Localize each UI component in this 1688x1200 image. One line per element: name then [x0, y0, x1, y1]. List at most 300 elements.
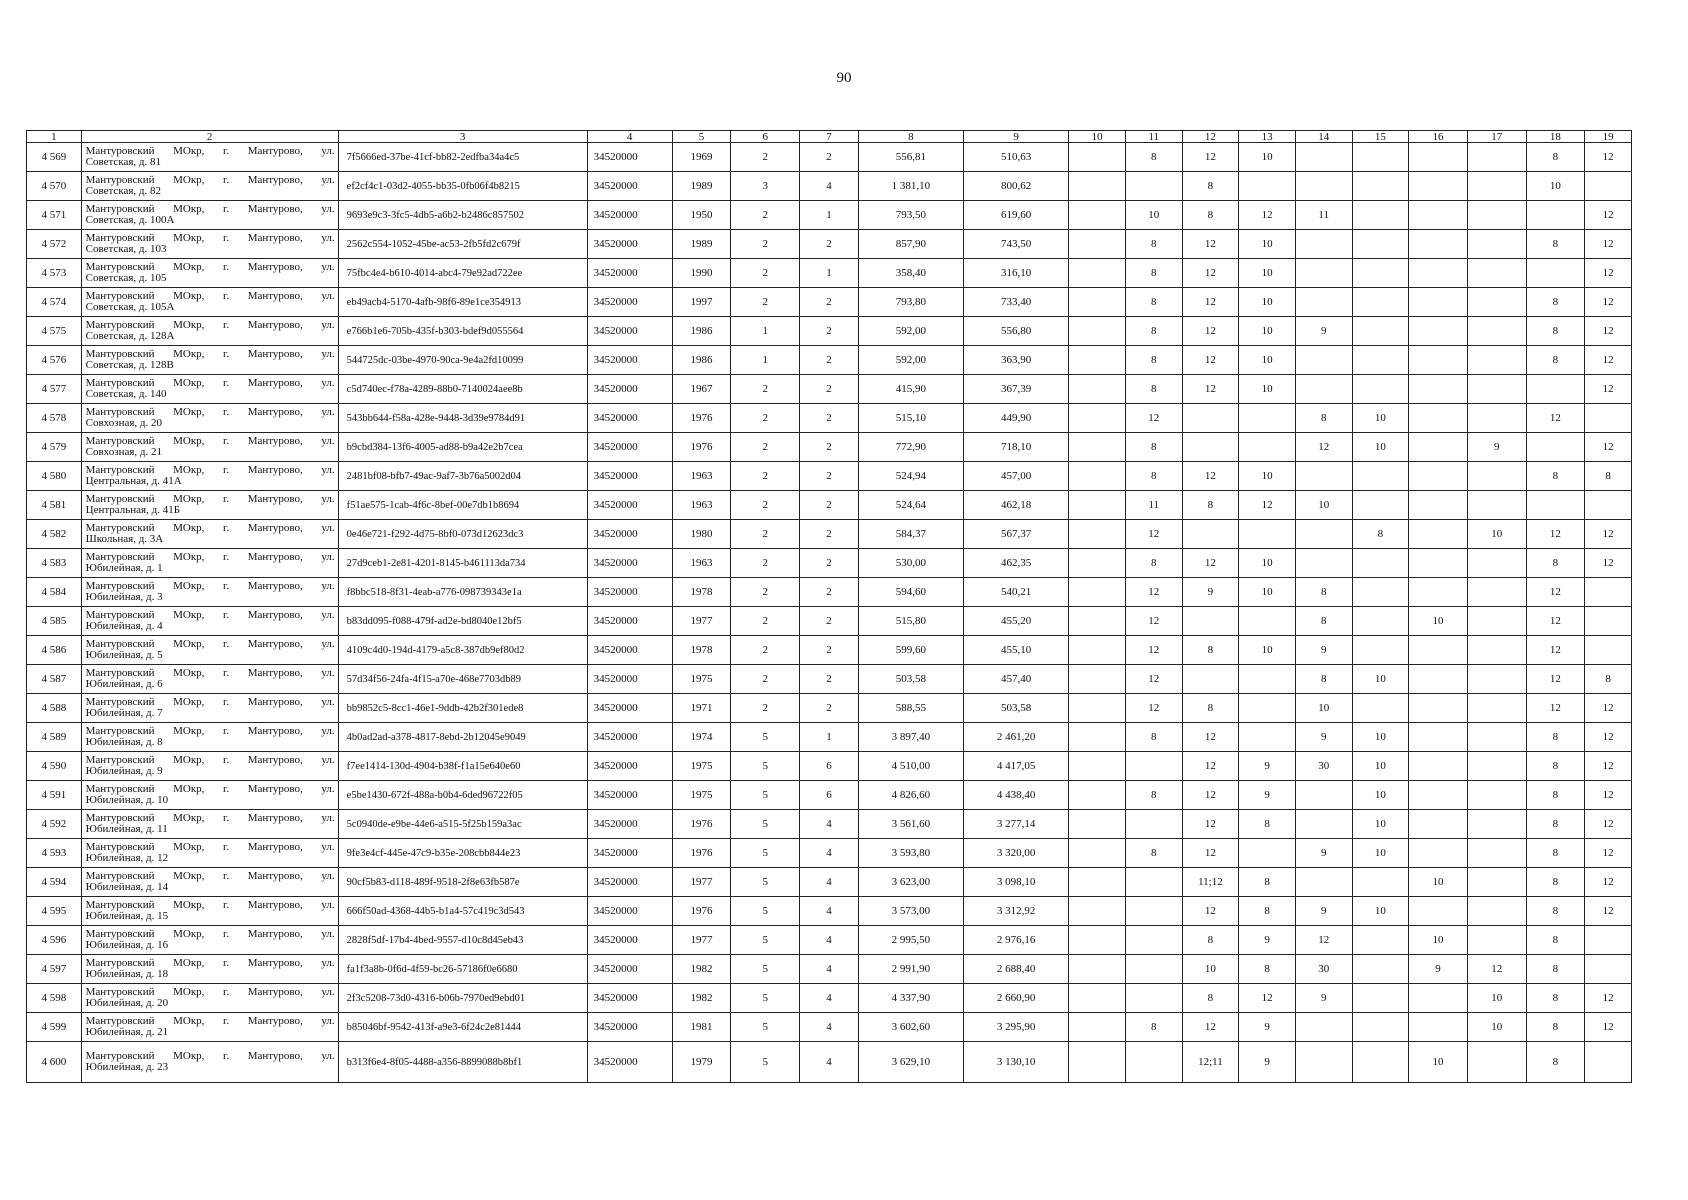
- value-cell-col-9: 619,60: [964, 201, 1069, 230]
- table-row: [27, 549, 1632, 578]
- value-cell-col-12: 8: [1182, 926, 1239, 955]
- value-cell-col-9: 455,10: [964, 636, 1069, 665]
- value-cell-col-10: [1069, 694, 1126, 723]
- value-cell-col-7: 4: [800, 984, 859, 1013]
- value-cell-col-18: [1526, 491, 1585, 520]
- value-cell-col-19: 12: [1585, 897, 1632, 926]
- value-cell-col-17: [1467, 201, 1526, 230]
- value-cell-col-13: 10: [1239, 636, 1296, 665]
- value-cell-col-16: 10: [1409, 607, 1468, 636]
- row-number-cell: 4 592: [27, 810, 82, 839]
- value-cell-col-15: [1352, 317, 1409, 346]
- value-cell-col-14: 8: [1295, 578, 1352, 607]
- value-cell-col-14: 12: [1295, 926, 1352, 955]
- value-cell-col-11: [1125, 897, 1182, 926]
- address-line-1: Мантуровский МОкр, г. Мантурово, ул.: [85, 261, 335, 273]
- value-cell-col-10: [1069, 607, 1126, 636]
- value-cell-col-6: 5: [731, 897, 800, 926]
- row-number-cell: 4 577: [27, 375, 82, 404]
- value-cell-col-11: 8: [1125, 143, 1182, 172]
- guid-cell: f8bbc518-8f31-4eab-a776-098739343e1a: [338, 578, 587, 607]
- value-cell-col-15: [1352, 143, 1409, 172]
- value-cell-col-8: 599,60: [858, 636, 963, 665]
- value-cell-col-10: [1069, 230, 1126, 259]
- address-cell: [81, 897, 338, 926]
- value-cell-col-9: 3 295,90: [964, 1013, 1069, 1042]
- year-cell: 1977: [672, 607, 731, 636]
- value-cell-col-8: 2 991,90: [858, 955, 963, 984]
- row-number-cell: 4 600: [27, 1042, 82, 1083]
- guid-cell: c5d740ec-f78a-4289-88b0-7140024aee8b: [338, 375, 587, 404]
- oktmo-code-cell: 34520000: [587, 491, 672, 520]
- value-cell-col-10: [1069, 462, 1126, 491]
- value-cell-col-16: [1409, 984, 1468, 1013]
- value-cell-col-16: [1409, 578, 1468, 607]
- row-number-cell: 4 584: [27, 578, 82, 607]
- value-cell-col-16: [1409, 723, 1468, 752]
- value-cell-col-13: [1239, 520, 1296, 549]
- address-cell: [81, 143, 338, 172]
- guid-cell: bb9852c5-8cc1-46e1-9ddb-42b2f301ede8: [338, 694, 587, 723]
- value-cell-col-12: 12: [1182, 375, 1239, 404]
- address-line-2: Советская, д. 128В: [85, 359, 174, 371]
- value-cell-col-10: [1069, 549, 1126, 578]
- value-cell-col-7: 2: [800, 520, 859, 549]
- value-cell-col-11: [1125, 868, 1182, 897]
- value-cell-col-8: 3 573,00: [858, 897, 963, 926]
- address-cell: [81, 636, 338, 665]
- value-cell-col-12: 12: [1182, 810, 1239, 839]
- value-cell-col-7: 2: [800, 665, 859, 694]
- value-cell-col-19: 8: [1585, 462, 1632, 491]
- year-cell: 1976: [672, 839, 731, 868]
- column-number-cell: 19: [1585, 131, 1632, 143]
- value-cell-col-13: 10: [1239, 230, 1296, 259]
- value-cell-col-15: 10: [1352, 433, 1409, 462]
- value-cell-col-16: 10: [1409, 926, 1468, 955]
- value-cell-col-16: [1409, 259, 1468, 288]
- value-cell-col-8: 793,80: [858, 288, 963, 317]
- value-cell-col-19: 12: [1585, 781, 1632, 810]
- address-cell: [81, 984, 338, 1013]
- value-cell-col-13: 10: [1239, 578, 1296, 607]
- row-number-cell: 4 587: [27, 665, 82, 694]
- value-cell-col-7: 2: [800, 549, 859, 578]
- value-cell-col-14: 11: [1295, 201, 1352, 230]
- value-cell-col-18: 8: [1526, 723, 1585, 752]
- value-cell-col-17: [1467, 868, 1526, 897]
- address-line-2: Советская, д. 103: [85, 243, 167, 255]
- address-line-1: Мантуровский МОкр, г. Мантурово, ул.: [85, 725, 335, 737]
- year-cell: 1963: [672, 462, 731, 491]
- year-cell: 1975: [672, 665, 731, 694]
- table-row: [27, 839, 1632, 868]
- value-cell-col-15: [1352, 259, 1409, 288]
- value-cell-col-10: [1069, 636, 1126, 665]
- address-line-2: Совхозная, д. 20: [85, 417, 163, 429]
- address-line-2: Юбилейная, д. 23: [85, 1061, 169, 1073]
- value-cell-col-17: 10: [1467, 1013, 1526, 1042]
- value-cell-col-8: 594,60: [858, 578, 963, 607]
- value-cell-col-6: 5: [731, 1013, 800, 1042]
- guid-cell: 2f3c5208-73d0-4316-b06b-7970ed9ebd01: [338, 984, 587, 1013]
- value-cell-col-19: 12: [1585, 868, 1632, 897]
- value-cell-col-9: 457,00: [964, 462, 1069, 491]
- value-cell-col-13: [1239, 607, 1296, 636]
- value-cell-col-13: 8: [1239, 955, 1296, 984]
- value-cell-col-6: 2: [731, 607, 800, 636]
- value-cell-col-19: [1585, 172, 1632, 201]
- address-cell: [81, 201, 338, 230]
- value-cell-col-12: 8: [1182, 694, 1239, 723]
- value-cell-col-12: [1182, 665, 1239, 694]
- value-cell-col-11: 11: [1125, 491, 1182, 520]
- value-cell-col-15: [1352, 549, 1409, 578]
- value-cell-col-16: [1409, 172, 1468, 201]
- value-cell-col-6: 2: [731, 665, 800, 694]
- column-number-cell: 15: [1352, 131, 1409, 143]
- value-cell-col-19: 12: [1585, 259, 1632, 288]
- value-cell-col-10: [1069, 1013, 1126, 1042]
- year-cell: 1976: [672, 404, 731, 433]
- value-cell-col-14: 10: [1295, 694, 1352, 723]
- value-cell-col-7: 2: [800, 462, 859, 491]
- value-cell-col-13: [1239, 839, 1296, 868]
- column-number-cell: 7: [800, 131, 859, 143]
- value-cell-col-12: 11;12: [1182, 868, 1239, 897]
- guid-cell: 2481bf08-bfb7-49ac-9af7-3b76a5002d04: [338, 462, 587, 491]
- table-row: [27, 578, 1632, 607]
- value-cell-col-18: 12: [1526, 694, 1585, 723]
- address-cell: [81, 288, 338, 317]
- address-line-1: Мантуровский МОкр, г. Мантурово, ул.: [85, 348, 335, 360]
- value-cell-col-7: 2: [800, 433, 859, 462]
- year-cell: 1997: [672, 288, 731, 317]
- value-cell-col-8: 3 629,10: [858, 1042, 963, 1083]
- address-cell: [81, 230, 338, 259]
- value-cell-col-6: 2: [731, 143, 800, 172]
- value-cell-col-8: 1 381,10: [858, 172, 963, 201]
- value-cell-col-14: [1295, 172, 1352, 201]
- row-number-cell: 4 575: [27, 317, 82, 346]
- value-cell-col-7: 2: [800, 143, 859, 172]
- value-cell-col-6: 2: [731, 288, 800, 317]
- address-line-1: Мантуровский МОкр, г. Мантурово, ул.: [85, 841, 335, 853]
- oktmo-code-cell: 34520000: [587, 1042, 672, 1083]
- address-line-1: Мантуровский МОкр, г. Мантурово, ул.: [85, 1015, 335, 1027]
- value-cell-col-8: 3 897,40: [858, 723, 963, 752]
- address-cell: [81, 781, 338, 810]
- year-cell: 1975: [672, 752, 731, 781]
- row-number-cell: 4 599: [27, 1013, 82, 1042]
- value-cell-col-18: 8: [1526, 868, 1585, 897]
- oktmo-code-cell: 34520000: [587, 462, 672, 491]
- value-cell-col-13: 10: [1239, 549, 1296, 578]
- value-cell-col-19: [1585, 636, 1632, 665]
- value-cell-col-13: 10: [1239, 375, 1296, 404]
- value-cell-col-13: 9: [1239, 926, 1296, 955]
- address-line-1: Мантуровский МОкр, г. Мантурово, ул.: [85, 783, 335, 795]
- value-cell-col-17: [1467, 462, 1526, 491]
- value-cell-col-11: 8: [1125, 723, 1182, 752]
- guid-cell: 75fbc4e4-b610-4014-abc4-79e92ad722ee: [338, 259, 587, 288]
- value-cell-col-9: 540,21: [964, 578, 1069, 607]
- address-line-1: Мантуровский МОкр, г. Мантурово, ул.: [85, 638, 335, 650]
- value-cell-col-7: 2: [800, 607, 859, 636]
- table-row: [27, 868, 1632, 897]
- value-cell-col-13: [1239, 694, 1296, 723]
- value-cell-col-8: 592,00: [858, 317, 963, 346]
- year-cell: 1989: [672, 172, 731, 201]
- value-cell-col-16: [1409, 636, 1468, 665]
- row-number-cell: 4 570: [27, 172, 82, 201]
- column-number-cell: 10: [1069, 131, 1126, 143]
- value-cell-col-17: [1467, 1042, 1526, 1083]
- value-cell-col-15: 10: [1352, 665, 1409, 694]
- value-cell-col-6: 1: [731, 317, 800, 346]
- guid-cell: eb49acb4-5170-4afb-98f6-89e1ce354913: [338, 288, 587, 317]
- value-cell-col-10: [1069, 897, 1126, 926]
- oktmo-code-cell: 34520000: [587, 839, 672, 868]
- value-cell-col-19: [1585, 926, 1632, 955]
- value-cell-col-9: 363,90: [964, 346, 1069, 375]
- value-cell-col-19: [1585, 491, 1632, 520]
- row-number-cell: 4 571: [27, 201, 82, 230]
- value-cell-col-7: 2: [800, 288, 859, 317]
- address-line-2: Юбилейная, д. 8: [85, 736, 163, 748]
- value-cell-col-11: 12: [1125, 607, 1182, 636]
- address-line-2: Центральная, д. 41Б: [85, 504, 181, 516]
- guid-cell: 27d9ceb1-2e81-4201-8145-b461113da734: [338, 549, 587, 578]
- value-cell-col-11: 8: [1125, 781, 1182, 810]
- value-cell-col-10: [1069, 665, 1126, 694]
- year-cell: 1977: [672, 868, 731, 897]
- value-cell-col-7: 4: [800, 897, 859, 926]
- value-cell-col-9: 2 461,20: [964, 723, 1069, 752]
- year-cell: 1986: [672, 346, 731, 375]
- value-cell-col-15: 10: [1352, 897, 1409, 926]
- value-cell-col-10: [1069, 520, 1126, 549]
- address-line-1: Мантуровский МОкр, г. Мантурово, ул.: [85, 232, 335, 244]
- guid-cell: 57d34f56-24fa-4f15-a70e-468e7703db89: [338, 665, 587, 694]
- value-cell-col-9: 462,18: [964, 491, 1069, 520]
- address-line-2: Юбилейная, д. 11: [85, 823, 168, 835]
- value-cell-col-14: [1295, 1042, 1352, 1083]
- value-cell-col-11: 8: [1125, 375, 1182, 404]
- value-cell-col-11: 8: [1125, 317, 1182, 346]
- value-cell-col-12: 9: [1182, 578, 1239, 607]
- value-cell-col-13: [1239, 433, 1296, 462]
- value-cell-col-19: 8: [1585, 665, 1632, 694]
- value-cell-col-19: 12: [1585, 723, 1632, 752]
- value-cell-col-13: 8: [1239, 868, 1296, 897]
- value-cell-col-9: 800,62: [964, 172, 1069, 201]
- value-cell-col-10: [1069, 404, 1126, 433]
- table-row: [27, 462, 1632, 491]
- column-number-cell: 9: [964, 131, 1069, 143]
- address-cell: [81, 1013, 338, 1042]
- value-cell-col-6: 2: [731, 694, 800, 723]
- value-cell-col-18: 12: [1526, 404, 1585, 433]
- value-cell-col-18: [1526, 375, 1585, 404]
- value-cell-col-7: 2: [800, 317, 859, 346]
- table-row: [27, 607, 1632, 636]
- value-cell-col-17: [1467, 375, 1526, 404]
- table-row: [27, 810, 1632, 839]
- value-cell-col-11: [1125, 810, 1182, 839]
- column-number-cell: 16: [1409, 131, 1468, 143]
- value-cell-col-16: 9: [1409, 955, 1468, 984]
- table-row: [27, 984, 1632, 1013]
- column-number-row: [27, 131, 1632, 143]
- value-cell-col-17: [1467, 259, 1526, 288]
- row-number-cell: 4 586: [27, 636, 82, 665]
- value-cell-col-12: [1182, 607, 1239, 636]
- address-line-1: Мантуровский МОкр, г. Мантурово, ул.: [85, 551, 335, 563]
- guid-cell: 9fe3e4cf-445e-47c9-b35e-208cbb844e23: [338, 839, 587, 868]
- oktmo-code-cell: 34520000: [587, 694, 672, 723]
- value-cell-col-6: 2: [731, 578, 800, 607]
- value-cell-col-7: 6: [800, 781, 859, 810]
- value-cell-col-18: 12: [1526, 578, 1585, 607]
- value-cell-col-19: 12: [1585, 230, 1632, 259]
- value-cell-col-18: 12: [1526, 665, 1585, 694]
- guid-cell: 4b0ad2ad-a378-4817-8ebd-2b12045e9049: [338, 723, 587, 752]
- row-number-cell: 4 574: [27, 288, 82, 317]
- value-cell-col-10: [1069, 143, 1126, 172]
- guid-cell: b9cbd384-13f6-4005-ad88-b9a42e2b7cea: [338, 433, 587, 462]
- value-cell-col-13: 9: [1239, 1042, 1296, 1083]
- value-cell-col-17: [1467, 926, 1526, 955]
- value-cell-col-16: [1409, 143, 1468, 172]
- value-cell-col-16: [1409, 781, 1468, 810]
- value-cell-col-17: [1467, 549, 1526, 578]
- value-cell-col-6: 2: [731, 462, 800, 491]
- value-cell-col-16: [1409, 549, 1468, 578]
- value-cell-col-9: 449,90: [964, 404, 1069, 433]
- value-cell-col-17: [1467, 897, 1526, 926]
- year-cell: 1975: [672, 781, 731, 810]
- value-cell-col-15: [1352, 1013, 1409, 1042]
- value-cell-col-14: 9: [1295, 984, 1352, 1013]
- address-line-1: Мантуровский МОкр, г. Мантурово, ул.: [85, 145, 335, 157]
- address-line-1: Мантуровский МОкр, г. Мантурово, ул.: [85, 290, 335, 302]
- row-number-cell: 4 593: [27, 839, 82, 868]
- value-cell-col-18: [1526, 259, 1585, 288]
- value-cell-col-6: 2: [731, 201, 800, 230]
- value-cell-col-17: [1467, 810, 1526, 839]
- table-row: [27, 520, 1632, 549]
- value-cell-col-17: 10: [1467, 520, 1526, 549]
- value-cell-col-13: 10: [1239, 143, 1296, 172]
- value-cell-col-16: [1409, 665, 1468, 694]
- guid-cell: b85046bf-9542-413f-a9e3-6f24c2e81444: [338, 1013, 587, 1042]
- value-cell-col-19: [1585, 955, 1632, 984]
- value-cell-col-8: 588,55: [858, 694, 963, 723]
- guid-cell: 5c0940de-e9be-44e6-a515-5f25b159a3ac: [338, 810, 587, 839]
- value-cell-col-10: [1069, 1042, 1126, 1083]
- value-cell-col-19: [1585, 578, 1632, 607]
- table-row: [27, 288, 1632, 317]
- value-cell-col-13: 10: [1239, 259, 1296, 288]
- value-cell-col-16: [1409, 375, 1468, 404]
- value-cell-col-9: 2 660,90: [964, 984, 1069, 1013]
- value-cell-col-17: [1467, 607, 1526, 636]
- value-cell-col-14: 30: [1295, 752, 1352, 781]
- value-cell-col-16: [1409, 404, 1468, 433]
- value-cell-col-8: 415,90: [858, 375, 963, 404]
- address-line-1: Мантуровский МОкр, г. Мантурово, ул.: [85, 696, 335, 708]
- value-cell-col-18: 8: [1526, 839, 1585, 868]
- value-cell-col-11: 8: [1125, 259, 1182, 288]
- value-cell-col-16: [1409, 694, 1468, 723]
- row-number-cell: 4 594: [27, 868, 82, 897]
- value-cell-col-9: 3 130,10: [964, 1042, 1069, 1083]
- column-number-cell: 12: [1182, 131, 1239, 143]
- value-cell-col-13: [1239, 172, 1296, 201]
- value-cell-col-11: [1125, 955, 1182, 984]
- value-cell-col-18: 8: [1526, 462, 1585, 491]
- value-cell-col-16: [1409, 346, 1468, 375]
- value-cell-col-7: 1: [800, 259, 859, 288]
- value-cell-col-6: 2: [731, 491, 800, 520]
- value-cell-col-13: 9: [1239, 752, 1296, 781]
- guid-cell: e766b1e6-705b-435f-b303-bdef9d055564: [338, 317, 587, 346]
- address-cell: [81, 926, 338, 955]
- address-cell: [81, 578, 338, 607]
- value-cell-col-12: 12: [1182, 230, 1239, 259]
- value-cell-col-9: 743,50: [964, 230, 1069, 259]
- value-cell-col-6: 5: [731, 984, 800, 1013]
- row-number-cell: 4 580: [27, 462, 82, 491]
- value-cell-col-7: 1: [800, 201, 859, 230]
- column-number-cell: 17: [1467, 131, 1526, 143]
- value-cell-col-14: [1295, 143, 1352, 172]
- value-cell-col-12: 12: [1182, 752, 1239, 781]
- value-cell-col-12: 8: [1182, 984, 1239, 1013]
- value-cell-col-6: 2: [731, 549, 800, 578]
- value-cell-col-16: [1409, 491, 1468, 520]
- value-cell-col-17: [1467, 143, 1526, 172]
- value-cell-col-17: [1467, 404, 1526, 433]
- column-number-cell: 8: [858, 131, 963, 143]
- address-line-1: Мантуровский МОкр, г. Мантурово, ул.: [85, 319, 335, 331]
- value-cell-col-13: 10: [1239, 317, 1296, 346]
- guid-cell: 9693e9c3-3fc5-4db5-a6b2-b2486c857502: [338, 201, 587, 230]
- address-line-2: Юбилейная, д. 20: [85, 997, 169, 1009]
- value-cell-col-12: 12: [1182, 143, 1239, 172]
- value-cell-col-16: [1409, 897, 1468, 926]
- value-cell-col-7: 4: [800, 1013, 859, 1042]
- value-cell-col-15: 10: [1352, 404, 1409, 433]
- row-number-cell: 4 582: [27, 520, 82, 549]
- value-cell-col-12: 12: [1182, 317, 1239, 346]
- value-cell-col-16: [1409, 810, 1468, 839]
- value-cell-col-7: 4: [800, 1042, 859, 1083]
- value-cell-col-14: 30: [1295, 955, 1352, 984]
- row-number-cell: 4 581: [27, 491, 82, 520]
- value-cell-col-6: 5: [731, 926, 800, 955]
- address-cell: [81, 665, 338, 694]
- value-cell-col-8: 3 561,60: [858, 810, 963, 839]
- address-cell: [81, 839, 338, 868]
- value-cell-col-6: 1: [731, 346, 800, 375]
- value-cell-col-14: 9: [1295, 897, 1352, 926]
- value-cell-col-6: 5: [731, 723, 800, 752]
- column-number-cell: 1: [27, 131, 82, 143]
- value-cell-col-6: 5: [731, 868, 800, 897]
- address-line-2: Юбилейная, д. 4: [85, 620, 163, 632]
